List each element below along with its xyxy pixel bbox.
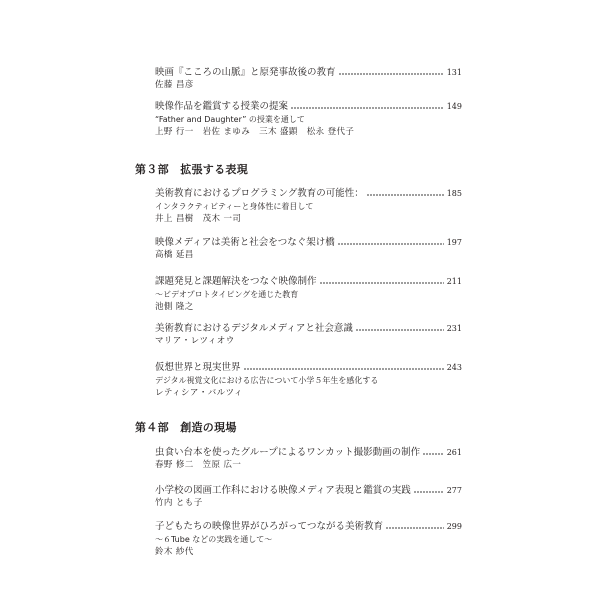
part-heading: 第３部 拡張する表現 <box>135 163 248 176</box>
entry-authors: マリア・レツィオウ <box>155 336 235 346</box>
dot-leader <box>386 527 444 529</box>
entry-title: 映像作品を鑑賞する授業の提案 <box>155 101 289 112</box>
dot-leader <box>423 453 444 455</box>
entry-subtitle: 〜６Tube などの実践を通して〜 <box>155 535 273 544</box>
entry-title-row <box>155 275 462 288</box>
toc-entry <box>155 66 462 92</box>
entry-title-row <box>155 100 462 113</box>
toc-entry <box>155 275 462 314</box>
entry-authors: レティシア・バルツィ <box>155 388 243 398</box>
entry-title-row <box>155 187 462 200</box>
toc-entry <box>155 446 462 472</box>
entry-authors: 井上 昌樹 茂木 一司 <box>155 214 242 224</box>
entry-title-row <box>155 484 462 497</box>
entry-subtitle: デジタル視覚文化における広告について小学５年生を感化する <box>155 376 379 385</box>
entry-title: 虫食い台本を使ったグループによるワンカット撮影動画の制作 <box>155 447 421 458</box>
entry-title: 映画『こころの山脈』と原発事故後の教育 <box>155 67 336 78</box>
entry-authors: 鈴木 紗代 <box>155 547 194 557</box>
toc-entry <box>155 484 462 510</box>
entry-title: 小学校の図画工作科における映像メディア表現と鑑賞の実践 <box>155 485 411 496</box>
dot-leader <box>414 491 444 493</box>
dot-leader <box>367 194 444 196</box>
entry-title: 課題発見と課題解決をつなぐ映像制作 <box>155 276 317 287</box>
entry-page-number: 277 <box>446 486 462 495</box>
toc-entry <box>155 236 462 262</box>
entry-title: 子どもたちの映像世界がひろがってつながる美術教育 <box>155 521 384 532</box>
toc-entry <box>155 520 462 559</box>
entry-authors: 高橋 延昌 <box>155 250 194 260</box>
entry-title-row <box>155 322 462 335</box>
entry-title: 映像メディアは美術と社会をつなぐ架け橋 <box>155 237 335 248</box>
entry-page-number: 231 <box>446 324 462 333</box>
entry-page-number: 197 <box>446 238 462 247</box>
entry-page-number: 131 <box>446 68 462 77</box>
part-heading: 第４部 創造の現場 <box>135 421 237 434</box>
entry-page-number: 243 <box>446 363 462 372</box>
toc-entry <box>155 100 462 139</box>
entry-authors: 春野 修二 笠原 広一 <box>155 460 242 470</box>
toc-entry <box>155 361 462 400</box>
entry-title-row <box>155 361 462 374</box>
entry-page-number: 185 <box>446 189 462 198</box>
dot-leader <box>320 282 444 284</box>
entry-authors: 竹内 とも子 <box>155 498 203 508</box>
entry-title-row <box>155 520 462 533</box>
dot-leader <box>356 329 444 331</box>
entry-title-row <box>155 66 462 79</box>
entry-authors: 上野 行一 岩佐 まゆみ 三木 盛顕 松永 登代子 <box>155 127 355 137</box>
dot-leader <box>338 243 444 245</box>
toc-entry <box>155 322 462 348</box>
entry-title-row <box>155 236 462 249</box>
toc-entry <box>155 187 462 226</box>
entry-page-number: 261 <box>446 448 462 457</box>
entry-subtitle: 〜ビデオプロトタイピングを通じた教育 <box>155 290 299 299</box>
entry-subtitle: “Father and Daughter” の授業を通して <box>155 115 305 124</box>
entry-authors: 佐藤 昌彦 <box>155 80 194 90</box>
entry-title: 仮想世界と現実世界 <box>155 362 241 373</box>
entry-title: 美術教育におけるプログラミング教育の可能性： <box>155 188 364 199</box>
dot-leader <box>339 73 444 75</box>
entry-subtitle: インタラクティビティーと身体性に着目して <box>155 202 314 211</box>
dot-leader <box>291 107 444 109</box>
entry-title: 美術教育におけるデジタルメディアと社会意識 <box>155 323 353 334</box>
entry-page-number: 149 <box>446 102 462 111</box>
entry-page-number: 299 <box>446 522 462 531</box>
dot-leader <box>244 368 444 370</box>
entry-authors: 池側 隆之 <box>155 302 194 312</box>
entry-page-number: 211 <box>446 277 462 286</box>
entry-title-row <box>155 446 462 459</box>
